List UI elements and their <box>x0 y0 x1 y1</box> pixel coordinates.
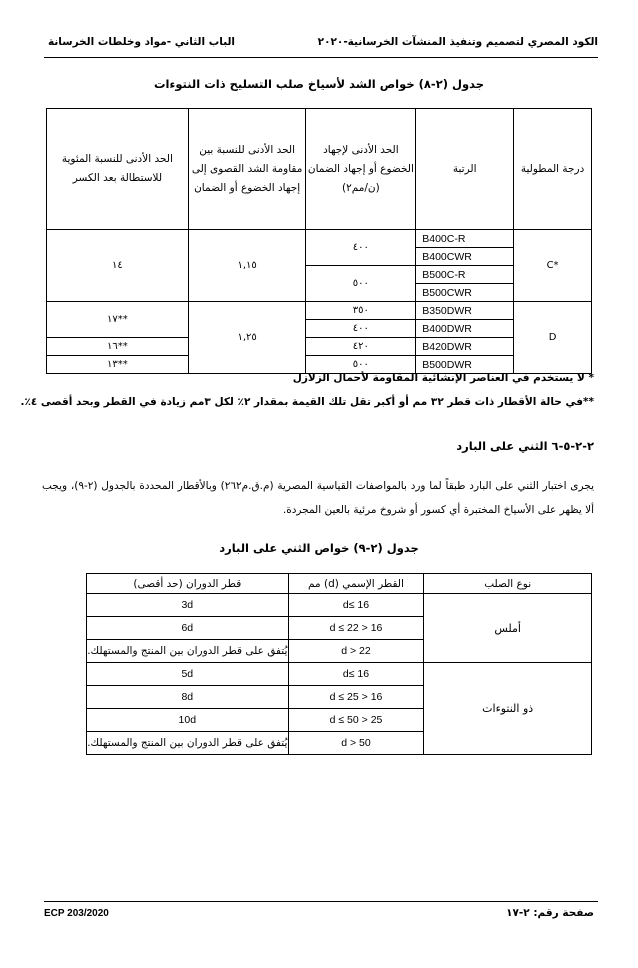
table2-caption: جدول (٢-٩) خواص الثني على البارد <box>219 541 419 555</box>
footnote-diameter: **في حالة الأقطار ذات قطر ٣٢ مم أو أكبر تقل تلك القيمة بمقدار ٢٪ لكل ٣مم زيادة في القطر وبحد أقصى ٤٪. <box>20 396 594 408</box>
grade-cell: B350DWR <box>416 302 514 320</box>
elongation-cell: **١٦ <box>47 338 189 356</box>
footnote-seismic: * لا يستخدم في العناصر الإنشائية المقاومة لأحمال الزلازل <box>292 372 594 384</box>
diameter-cell: 25 < d ≤ 50 <box>288 709 424 732</box>
bend-cell: يُتفق على قطر الدوران بين المنتج والمستهلك. <box>87 640 289 663</box>
header-chapter-title: الباب الثاني -مواد وخلطات الخرسانة <box>48 36 236 48</box>
steel-type-smooth: أملس <box>424 594 592 663</box>
header-nominal-diameter: القطر الإسمي (d) مم <box>288 574 424 594</box>
cold-bend-table <box>86 573 592 755</box>
table-row <box>47 302 592 320</box>
table-row <box>87 594 592 617</box>
section-title: ٢-٢-٥-٦ الثني على البارد <box>456 439 594 453</box>
header-steel-type: نوع الصلب <box>424 574 592 594</box>
elongation-cell: **١٧ <box>47 302 189 338</box>
steel-type-deformed: ذو النتوءات <box>424 663 592 755</box>
section-paragraph: يجرى اختبار الثني على البارد طبقاً لما ورد بالمواصفات القياسية المصرية (م.ق.م٢٦٢) وبالأقطار المحددة بالجدول (٢-٩)، ويجب ألا يظهر على الأسياخ المختبرة أي كسور أو شروخ مرئية بالعين المجردة. <box>42 480 595 516</box>
diameter-cell: d≤ 16 <box>288 594 424 617</box>
diameter-cell: 16 < d ≤ 22 <box>288 617 424 640</box>
tensile-properties-table <box>46 108 592 374</box>
grade-cell: B500DWR <box>416 356 514 374</box>
header-elongation: الحد الأدنى للنسبة المئوية للاستطالة بعد الكسر <box>47 109 189 230</box>
grade-cell: B400DWR <box>416 320 514 338</box>
yield-cell: ٥٠٠ <box>306 266 416 302</box>
table1-header-row <box>47 109 592 230</box>
diameter-cell: 16 < d ≤ 25 <box>288 686 424 709</box>
grade-cell: B400C-R <box>416 230 514 248</box>
grade-cell: B400CWR <box>416 248 514 266</box>
bend-cell: 6d <box>87 617 289 640</box>
header-bend-diameter: قطر الدوران (حد أقصى) <box>87 574 289 594</box>
header-ductility: درجة المطولية <box>514 109 592 230</box>
grade-cell: B500CWR <box>416 284 514 302</box>
ratio-cell: ١,٢٥ <box>188 302 306 374</box>
yield-cell: ٥٠٠ <box>306 356 416 374</box>
elongation-cell: **١٣ <box>47 356 189 374</box>
yield-cell: ٣٥٠ <box>306 302 416 320</box>
footer-page-number: صفحة رقم: ٢-١٧ <box>506 907 594 919</box>
header-code-title: الكود المصري لتصميم وتنفيذ المنشآت الخرسانية-٢٠٢٠ <box>317 36 598 48</box>
header-yield-stress: الحد الأدنى لإجهاد الخضوع أو إجهاد الضمان (ن/مم٢) <box>306 109 416 230</box>
grade-cell: B420DWR <box>416 338 514 356</box>
elongation-cell: ١٤ <box>47 230 189 302</box>
yield-cell: ٤٠٠ <box>306 320 416 338</box>
diameter-cell: d > 50 <box>288 732 424 755</box>
footer-rule <box>44 901 598 902</box>
grade-cell: B500C-R <box>416 266 514 284</box>
ductility-d: D <box>514 302 592 374</box>
yield-cell: ٤٢٠ <box>306 338 416 356</box>
bend-cell: 8d <box>87 686 289 709</box>
header-rule <box>44 57 598 58</box>
yield-cell: ٤٠٠ <box>306 230 416 266</box>
bend-cell: يُتفق على قطر الدوران بين المنتج والمستهلك. <box>87 732 289 755</box>
table-row <box>87 663 592 686</box>
bend-cell: 3d <box>87 594 289 617</box>
table-row <box>47 356 592 374</box>
table-row <box>47 230 592 248</box>
table2-header-row <box>87 574 592 594</box>
footer-code-ref: ECP 203/2020 <box>44 908 109 919</box>
table1-caption: جدول (٢-٨) خواص الشد لأسياخ صلب التسليح ذات النتوءات <box>153 77 485 91</box>
diameter-cell: d≤ 16 <box>288 663 424 686</box>
table-row <box>47 338 592 356</box>
ratio-cell: ١,١٥ <box>188 230 306 302</box>
ductility-c: *C <box>514 230 592 302</box>
header-tensile-ratio: الحد الأدنى للنسبة بين مقاومة الشد القصوى إلى إجهاد الخضوع أو الضمان <box>188 109 306 230</box>
bend-cell: 5d <box>87 663 289 686</box>
diameter-cell: d > 22 <box>288 640 424 663</box>
bend-cell: 10d <box>87 709 289 732</box>
header-grade: الرتبة <box>416 109 514 230</box>
